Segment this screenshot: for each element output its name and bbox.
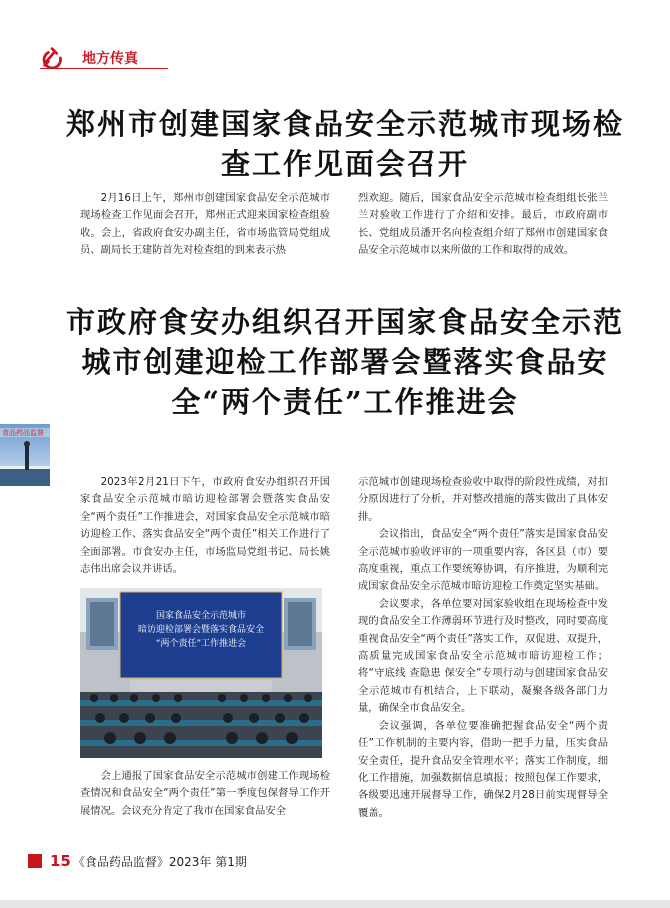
meeting-photo [80,588,322,758]
magazine-cover-thumbnail [0,424,50,486]
journal-info: 《食品药品监督》2023年 第1期 [72,855,247,869]
article2-column-1-continued [80,768,330,820]
section-label: 地方传真 [82,51,138,67]
article1-title: 郑州市创建国家食品安全示范城市现场检查工作见面会召开 [65,107,624,181]
article2-paragraph-1: 2023年2月21日下午，市政府食安办组织召开国家食品安全示范城市暗访迎检部署会暨落实食品安全“两个责任”工作推进会，对国家食品安全示范城市暗访迎检工作、落实食品安全“两个责任”相关工作进行了全面部署。市食安办主任，市场监局党组书记、局长姚志伟出席会议并讲话。 [80,476,330,576]
article2-paragraph-4: 会议指出，食品安全“两个责任”落实是国家食品安全示范城市验收评审的一项重要内容，各区县（市）要高度重视，重点工作要统筹协调，有序推进，为顺利完成国家食品安全示范城市暗访迎检工作奠定坚实基础。 [358,528,608,593]
article1-column-2 [358,190,608,260]
article2-paragraph-3: 示范城市创建现场检查验收中取得的阶段性成绩，对扣分原因进行了分析，并对整改措施的落实做出了具体安排。 [358,476,608,523]
section-divider [40,68,168,69]
article2-paragraph-2: 会上通报了国家食品安全示范城市创建工作现场检查情况和食品安全“两个责任”第一季度包保督导工作开展情况。会议充分肯定了我市在国家食品安全 [80,770,330,817]
section-header [40,44,170,70]
bottom-bar [0,900,670,908]
article1-column-1 [80,190,330,260]
meeting-photo-image [80,588,322,758]
thumbnail-label: 食品药品监督 [2,429,44,437]
article2-column-1 [80,474,330,578]
party-emblem-icon [42,46,64,68]
banner-line-3: “两个责任”工作推进会 [155,639,247,649]
article2-paragraph-5: 会议要求，各单位要对国家验收组在现场检查中发现的食品安全工作薄弱环节进行及时整改，同时要高度重视食品安全“两个责任”落实工作，双促进、双提升，高质量完成国家食品安全示范城市暗访迎检工作；将“守底线 查隐患 保安全”专项行动与创建国家食品安全示范城市有机结合，上下联动，凝聚各级各部门力量，确保全市食品安全。 [358,597,608,715]
page-number: 15 [50,852,71,870]
banner-line-1: 国家食品安全示范城市 [155,611,247,621]
article2-title: 市政府食安办组织召开国家食品安全示范城市创建迎检工作部署会暨落实食品安全“两个责任”工作推进会 [65,305,624,419]
article1-paragraph-2: 烈欢迎。随后，国家食品安全示范城市检查组组长张兰兰对验收工作进行了介绍和安排。最后，市政府副市长、党组成员潘开名向检查组介绍了郑州市创建国家食品安全示范城市以来所做的工作和取得的成效。 [358,192,608,257]
banner-line-2: 暗访迎检部署会暨落实食品安全 [137,625,265,635]
article2-paragraph-6: 会议强调，各单位要准确把握食品安全“两个责任”工作机制的主要内容，借助一把手力量，压实食品安全责任，提升食品安全管理水平；落实工作制度，细化工作措施，加强数据信息填报；按照包保工作要求，各级要迅速开展督导工作，确保2月28日前实现督导全覆盖。 [358,719,608,819]
cover-image [0,424,50,486]
footer-marker [28,854,42,868]
article2-column-2 [358,474,608,822]
article1-paragraph-1: 2月16日上午，郑州市创建国家食品安全示范城市现场检查工作见面会召开，郑州正式迎来国家检查组验收。会上，省政府食安办副主任，省市场监管局党组成员、副局长王建防首先对检查组的到来表示热 [80,192,330,257]
